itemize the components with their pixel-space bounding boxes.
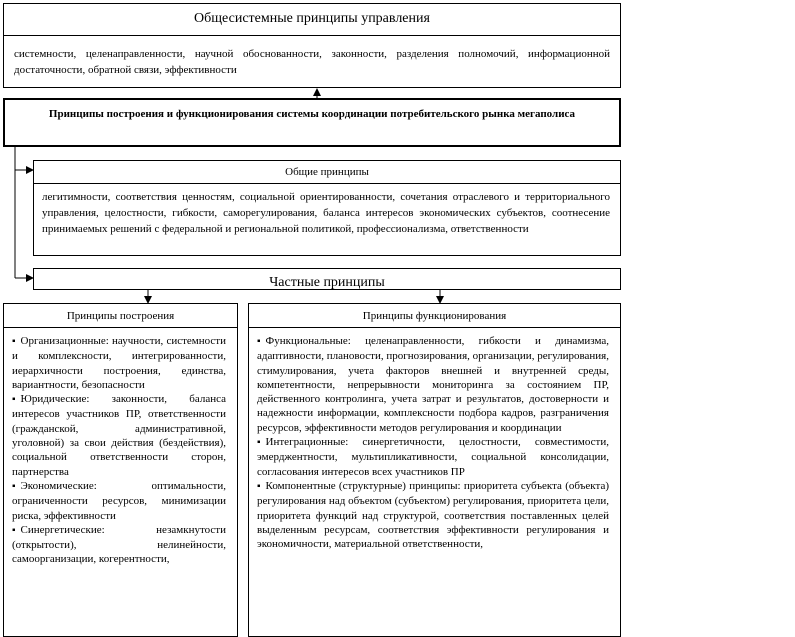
list-item: ▪ Синергетические: незамкнутости (открытости), нелинейности, самоорганизации, когерентности, xyxy=(12,523,226,567)
common-title-box xyxy=(33,160,621,184)
list-item: ▪ Экономические: оптимальности, ограниченности ресурсов, минимизации риска, эффективности xyxy=(12,479,226,523)
functioning-title-box xyxy=(248,303,621,328)
general-system-text-box xyxy=(3,35,621,88)
list-item: ▪ Интеграционные: синергетичности, целостности, совместимости, эмерджентности, мультипликативности, социальной консолидации, согласования интересов всех участников ПР xyxy=(257,435,609,479)
general-system-title: Общесистемные принципы управления xyxy=(194,11,430,26)
common-text: легитимности, соответствия ценностям, социальной ориентированности, сочетания отраслевого и территориального управления, целостности, гибкости, саморегулирования, баланса интересов экономических субъектов, соотнесение принимаемых решений с федеральной и региональной политикой, профессионализма, ответственности xyxy=(42,191,610,235)
common-text-box xyxy=(33,183,621,256)
main-title: Принципы построения и функционирования системы координации потребительского рынка мегаполиса xyxy=(48,108,576,120)
construction-title-box xyxy=(3,303,238,328)
construction-list-box xyxy=(3,327,238,637)
private-title: Частные принципы xyxy=(269,275,385,290)
list-item: ▪ Компонентные (структурные) принципы: приоритета субъекта (объекта) регулирования над объектом (субъектом) регулирования, приоритета цели, приоритета функций над структурой, соответствия поставленных целей выделенным ресурсам, соответствия эффективности регулирования и экономичности, материальной ответственности, xyxy=(257,479,609,551)
general-system-text: системности, целенаправленности, научной обоснованности, законности, разделения полномочий, информационной достаточности, обратной связи, эффективности xyxy=(14,48,610,76)
general-system-title-box xyxy=(3,3,621,36)
main-title-box xyxy=(3,98,621,147)
list-item: ▪ Юридические: законности, баланса интересов участников ПР, ответственности (гражданской, административной, уголовной) за свои действия (бездействия), социальной ответственности сторон, партнерства xyxy=(12,392,226,479)
list-item: ▪ Функциональные: целенаправленности, гибкости и динамизма, адаптивности, плановости, прогнозирования, организации, регулирования, стимулирования, учета факторов внешней и внутренней среды, компетентности, непрерывности мониторинга за состоянием ПР, действенного контролинга, учета затрат и результатов, достоверности и надежности информации, комплексности подбора кадров, разграничения ресурсов, эффективности методов регулирования и координации xyxy=(257,334,609,435)
functioning-title: Принципы функционирования xyxy=(362,310,507,322)
functioning-list xyxy=(257,334,609,551)
construction-title: Принципы построения xyxy=(66,310,175,322)
list-item: ▪ Организационные: научности, системности и комплексности, интегрированности, иерархичности построения, единства, вариантности, безопасности xyxy=(12,334,226,392)
private-title-box xyxy=(33,268,621,290)
common-title: Общие принципы xyxy=(285,166,369,178)
construction-list xyxy=(12,334,226,567)
functioning-list-box xyxy=(248,327,621,637)
